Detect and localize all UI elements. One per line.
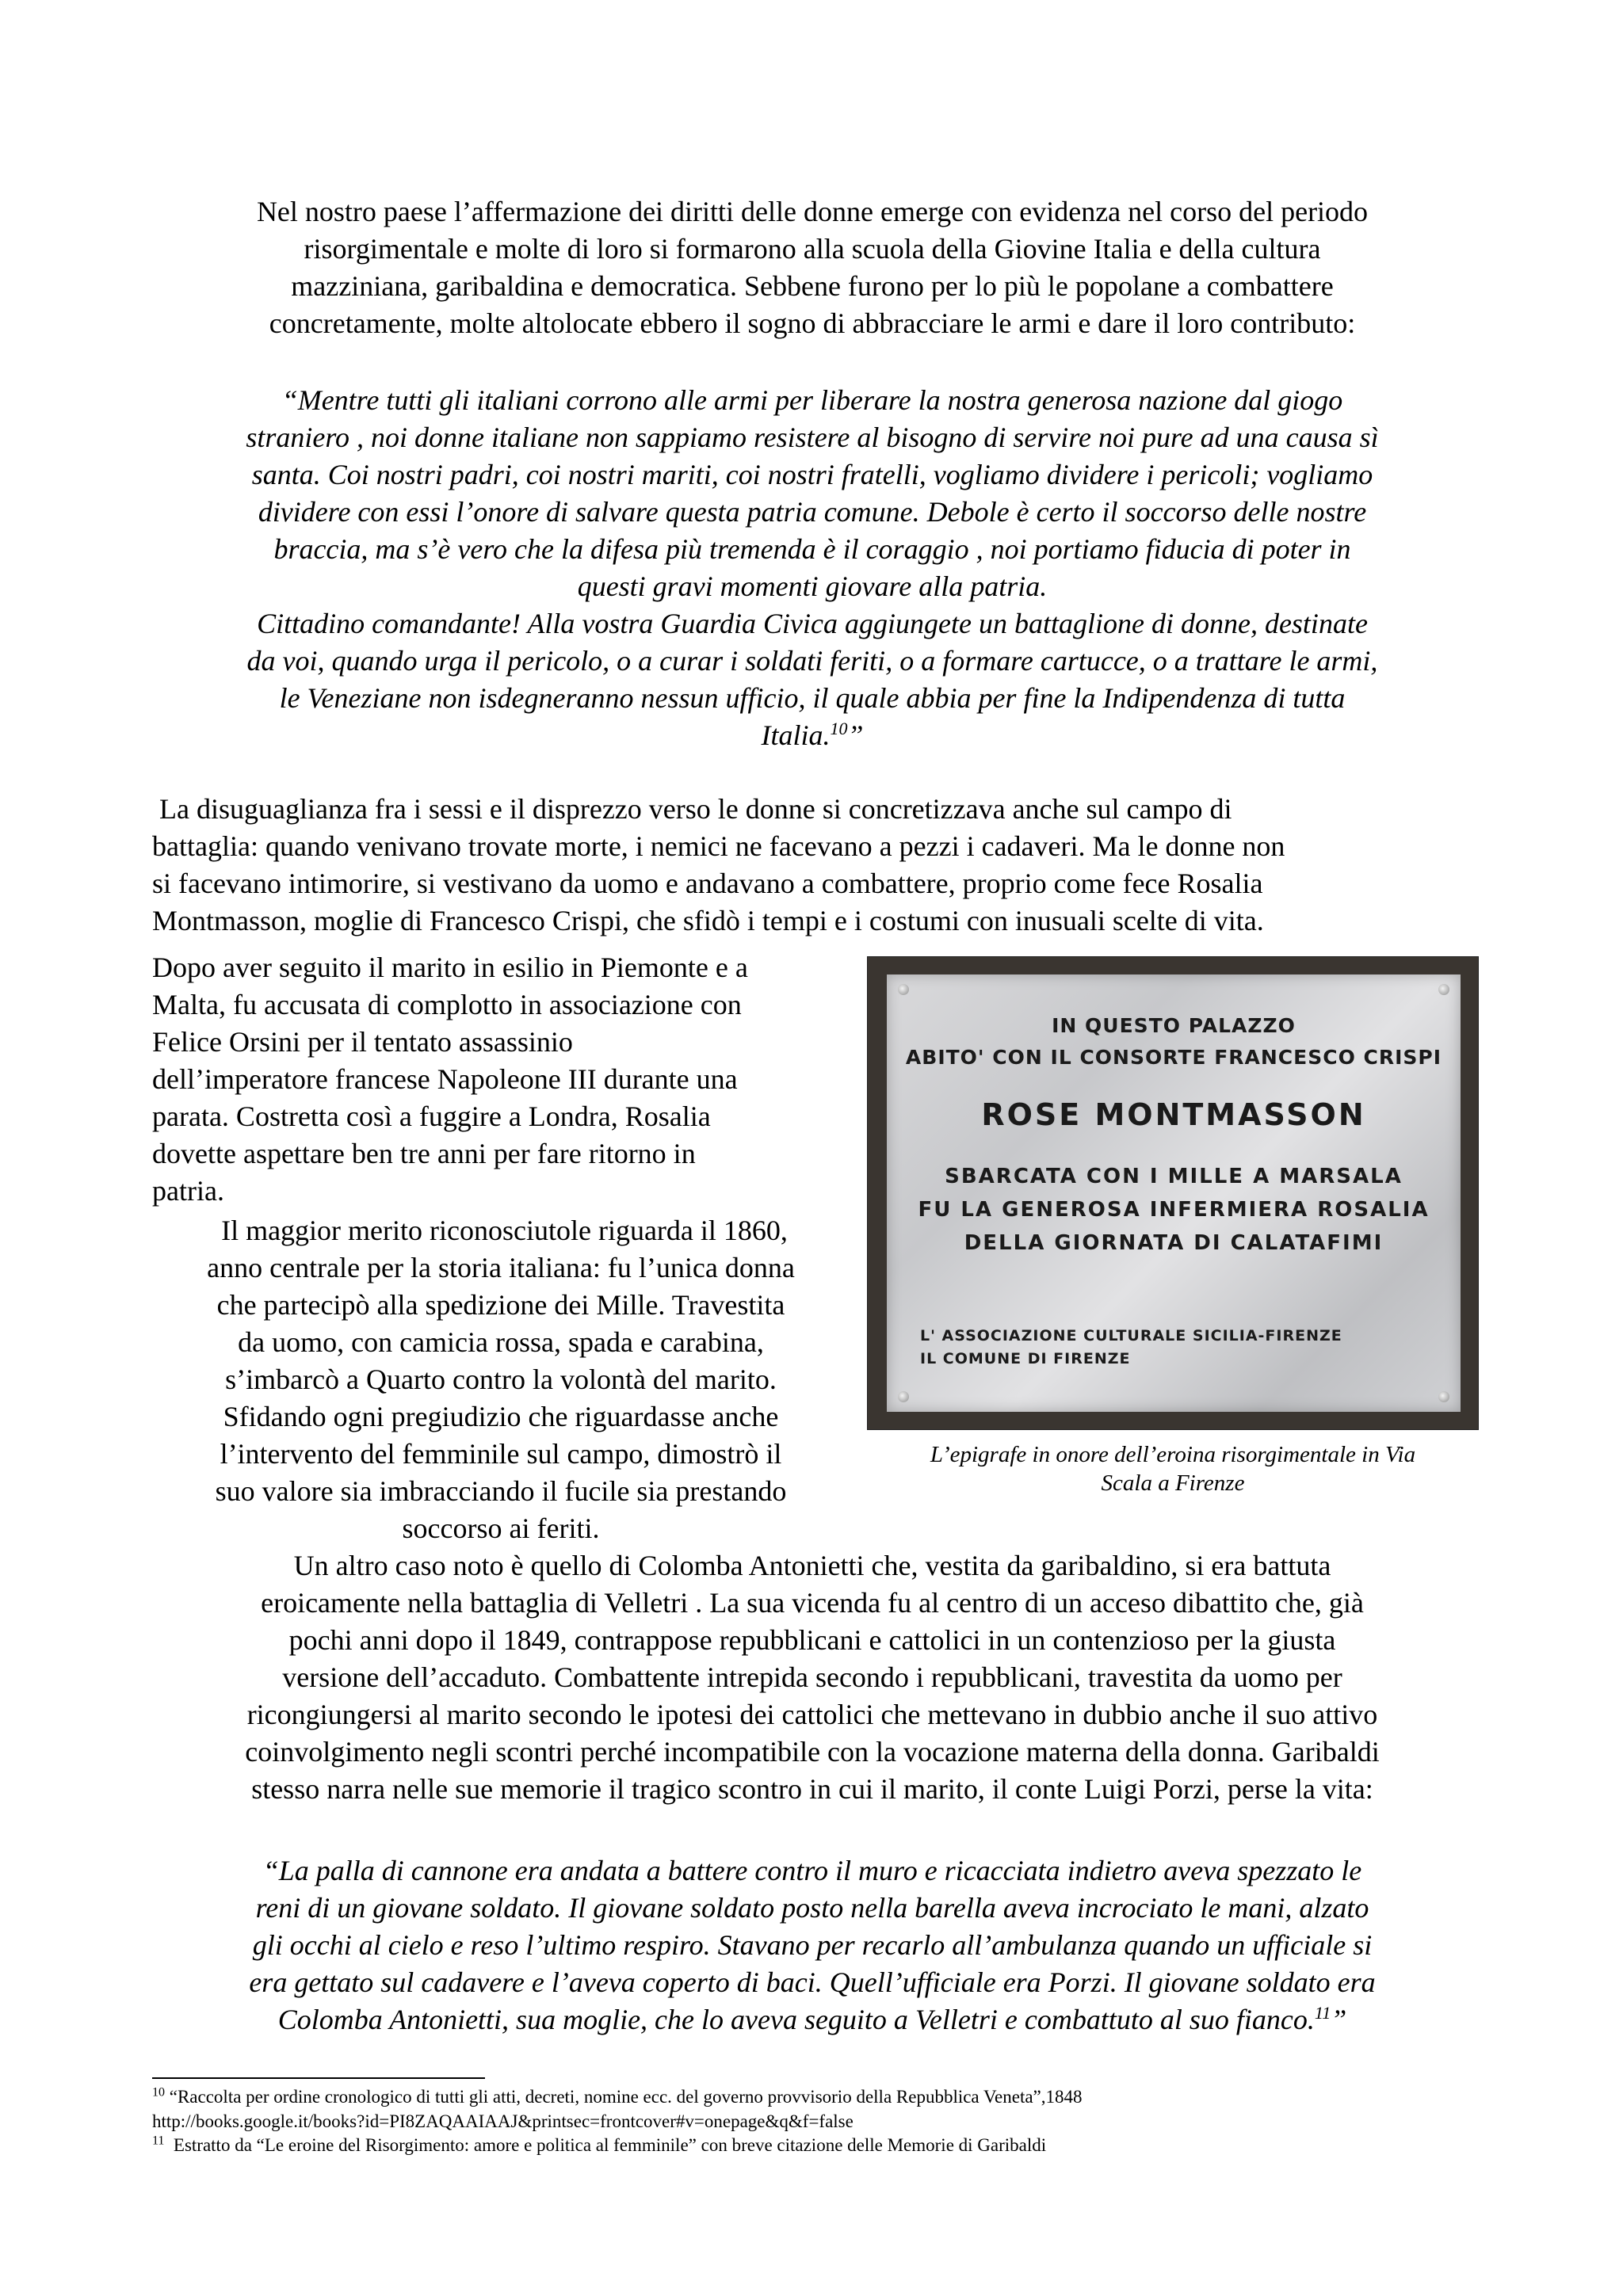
quote-line: le Veneziane non isdegneranno nessun ufficio, il quale abbia per fine la Indipendenza di tutta	[279, 682, 1346, 714]
paragraph-inequality	[152, 791, 1484, 940]
quote-line: straniero , noi donne italiane non sappiamo resistere al bisogno di servire noi pure ad una causa sì	[246, 421, 1379, 453]
text-line: Dopo aver seguito il marito in esilio in Piemonte e a	[152, 952, 748, 983]
screw-icon	[1438, 1391, 1449, 1402]
quote-line: “Mentre tutti gli italiani corrono alle armi per liberare la nostra generosa nazione dal giogo	[281, 384, 1343, 416]
footnote-10-url[interactable]: http://books.google.it/books?id=PI8ZAQAAIAAJ&printsec=frontcover#v=onepage&q&f=false	[152, 2111, 854, 2131]
text-line: dovette aspettare ben tre anni per fare ritorno in	[152, 1138, 696, 1169]
plaque-footer: L' ASSOCIAZIONE CULTURALE SICILIA-FIRENZE	[920, 1327, 1342, 1344]
text-line: Felice Orsini per il tentato assassinio	[152, 1026, 573, 1058]
quote-line: era gettato sul cadavere e l’aveva coperto di baci. Quell’ufficiale era Porzi. Il giovane soldato era	[249, 1966, 1376, 1998]
plaque-line: FU LA GENEROSA INFERMIERA ROSALIA	[918, 1198, 1430, 1222]
plaque-footer: IL COMUNE DI FIRENZE	[920, 1350, 1131, 1367]
footnote-separator	[152, 2077, 485, 2079]
footnote-text: Estratto da “Le eroine del Risorgimento: amore e politica al femminile” con breve citazione delle Memorie di Garibaldi	[164, 2135, 1047, 2155]
caption-line: L’epigrafe in onore dell’eroina risorgimentale in Via	[930, 1442, 1416, 1467]
footnote-10	[152, 2086, 1083, 2108]
plaque-name: ROSE MONTMASSON	[981, 1097, 1366, 1132]
footnote-ref-11[interactable]: 11	[1314, 2003, 1331, 2023]
text-line: soccorso ai feriti.	[402, 1512, 600, 1544]
text-line: battaglia: quando venivano trovate morte, i nemici ne facevano a pezzi i cadaveri. Ma le donne non	[152, 830, 1285, 862]
text-line: l’intervento del femminile sul campo, dimostrò il	[220, 1438, 782, 1470]
plaque-line: IN QUESTO PALAZZO	[1052, 1014, 1296, 1037]
quote-line: Cittadino comandante! Alla vostra Guardia Civica aggiungete un battaglione di donne, destinate	[257, 608, 1368, 639]
text-line: si facevano intimorire, si vestivano da uomo e andavano a combattere, proprio come fece Rosalia	[152, 868, 1263, 899]
text-line: eroicamente nella battaglia di Velletri . La sua vicenda fu al centro di un acceso dibattito che, già	[261, 1587, 1364, 1619]
quote-line: dividere con essi l’onore di salvare questa patria comune. Debole è certo il soccorso delle nostre	[258, 496, 1367, 528]
paragraph-mille	[152, 1212, 850, 1547]
quote-garibaldi	[151, 1852, 1474, 2039]
footnote-ref-10[interactable]: 10	[830, 719, 848, 738]
screw-icon	[898, 1391, 909, 1402]
footnote-11	[152, 2134, 1046, 2157]
quote-line: questi gravi momenti giovare alla patria.	[577, 570, 1048, 602]
marble-plaque	[887, 974, 1461, 1412]
quote-line	[151, 717, 1474, 754]
quote-close-mark: ”	[1331, 2004, 1347, 2035]
paragraph-colomba	[151, 1547, 1474, 1808]
text-line: mazziniana, garibaldina e democratica. Sebbene furono per lo più le popolane a combattere	[291, 270, 1334, 302]
quote-line: santa. Coi nostri padri, coi nostri mariti, coi nostri fratelli, vogliamo dividere i pericoli; vogliamo	[251, 459, 1373, 490]
plaque-photo	[867, 956, 1479, 1430]
screw-icon	[1438, 984, 1449, 995]
figure-caption	[867, 1440, 1479, 1497]
text-line: concretamente, molte altolocate ebbero il sogno di abbracciare le armi e dare il loro contributo:	[269, 307, 1356, 339]
text-line: da uomo, con camicia rossa, spada e carabina,	[238, 1326, 764, 1358]
text-line: coinvolgimento negli scontri perché incompatibile con la vocazione materna della donna. Garibaldi	[245, 1736, 1380, 1768]
text-line: Malta, fu accusata di complotto in associazione con	[152, 989, 742, 1020]
text-line: che partecipò alla spedizione dei Mille. Travestita	[216, 1289, 785, 1321]
text-line: Un altro caso noto è quello di Colomba Antonietti che, vestita da garibaldino, si era battuta	[293, 1550, 1331, 1581]
quote-last-text: Colomba Antonietti, sua moglie, che lo aveva seguito a Velletri e combattuto al suo fianco.	[277, 2004, 1315, 2035]
quote-line: braccia, ma s’è vero che la difesa più tremenda è il coraggio , noi portiamo fiducia di poter in	[273, 533, 1351, 565]
text-line: stesso narra nelle sue memorie il tragico scontro in cui il marito, il conte Luigi Porzi, perse la vita:	[251, 1773, 1373, 1805]
text-line: Montmasson, moglie di Francesco Crispi, che sfidò i tempi e i costumi con inusuali scelte di vita.	[152, 905, 1264, 936]
text-line: La disuguaglianza fra i sessi e il disprezzo verso le donne si concretizzava anche sul campo di	[152, 793, 1232, 825]
quote-line: reni di un giovane soldato. Il giovane soldato posto nella barella aveva incrociato le mani, alzato	[255, 1892, 1369, 1924]
text-line: dell’imperatore francese Napoleone III durante una	[152, 1063, 738, 1095]
text-line: Nel nostro paese l’affermazione dei diritti delle donne emerge con evidenza nel corso del periodo	[256, 196, 1369, 227]
text-line: Sfidando ogni pregiudizio che riguardasse anche	[223, 1401, 779, 1432]
footnote-text: “Raccolta per ordine cronologico di tutti gli atti, decreti, nomine ecc. del governo provvisorio della Repubblica Veneta”,1848	[165, 2087, 1083, 2107]
quote-close-mark: ”	[847, 719, 864, 751]
text-line: Il maggior merito riconosciutole riguarda il 1860,	[214, 1215, 788, 1246]
quote-line: da voi, quando urga il pericolo, o a curar i soldati feriti, o a formare cartucce, o a trattare le armi,	[246, 645, 1378, 677]
text-line: ricongiungersi al marito secondo le ipotesi dei cattolici che mettevano in dubbio anche il suo attivo	[246, 1699, 1378, 1730]
paragraph-exile	[152, 949, 850, 1210]
text-line: pochi anni dopo il 1849, contrappose repubblicani e cattolici in un contenzioso per la giusta	[288, 1624, 1336, 1656]
plaque-line: DELLA GIORNATA DI CALATAFIMI	[964, 1231, 1384, 1255]
quote-last-text: Italia.	[761, 719, 831, 751]
quote-line: gli occhi al cielo e reso l’ultimo respiro. Stavano per recarlo all’ambulanza quando un ufficiale si	[252, 1929, 1373, 1961]
text-line: parata. Costretta così a fuggire a Londra, Rosalia	[152, 1100, 711, 1132]
plaque-line: ABITO' CON IL CONSORTE FRANCESCO CRISPI	[905, 1046, 1442, 1069]
text-line: suo valore sia imbracciando il fucile sia prestando	[215, 1475, 787, 1507]
text-line: s’imbarcò a Quarto contro la volontà del marito.	[225, 1363, 777, 1395]
quote-line	[151, 2001, 1474, 2039]
caption-line: Scala a Firenze	[1101, 1470, 1245, 1496]
text-line: risorgimentale e molte di loro si formarono alla scuola della Giovine Italia e della cultura	[304, 233, 1321, 265]
footnote-number: 10	[152, 2085, 165, 2100]
footnote-number: 11	[152, 2134, 165, 2148]
text-line: patria.	[152, 1175, 224, 1207]
plaque-line: SBARCATA CON I MILLE A MARSALA	[945, 1165, 1403, 1188]
paragraph-intro	[151, 193, 1474, 342]
screw-icon	[898, 984, 909, 995]
text-line: anno centrale per la storia italiana: fu l’unica donna	[207, 1252, 795, 1283]
text-line: versione dell’accaduto. Combattente intrepida secondo i repubblicani, travestita da uomo per	[282, 1661, 1342, 1693]
quote-venetian-women	[151, 382, 1474, 754]
quote-line: “La palla di cannone era andata a battere contro il muro e ricacciata indietro aveva spezzato le	[262, 1855, 1362, 1886]
